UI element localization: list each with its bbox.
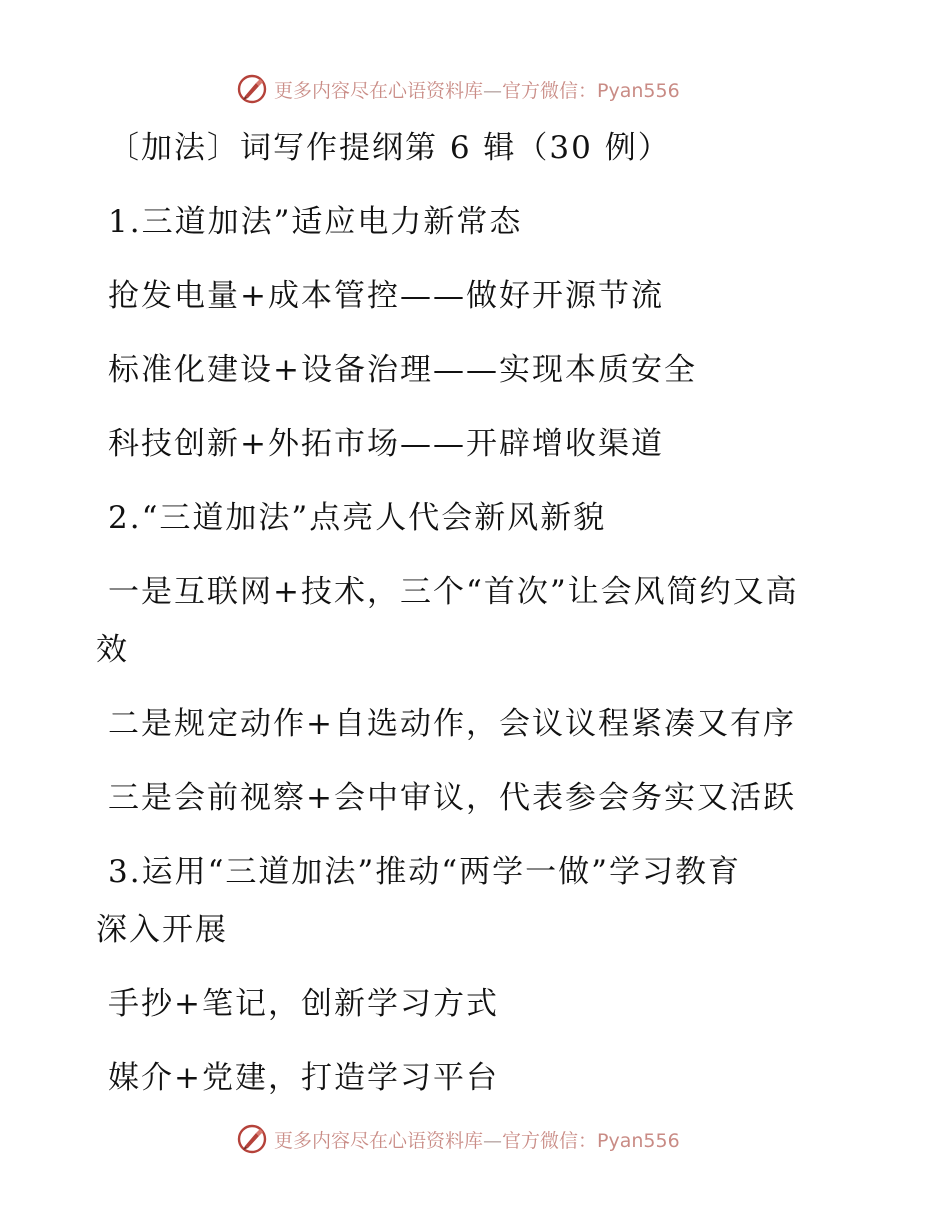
text-line: 抢发电量+成本管控——做好开源节流: [108, 278, 664, 314]
text-line: 手抄+笔记，创新学习方式: [108, 986, 499, 1022]
text-line: 三是会前视察+会中审议，代表参会务实又活跃: [108, 780, 796, 816]
text-line-continuation: 效: [96, 632, 129, 668]
heading-1: 1.三道加法”适应电力新常态: [108, 204, 523, 240]
text-line: 二是规定动作+自选动作，会议议程紧凑又有序: [108, 706, 796, 742]
document-title: 〔加法〕词写作提纲第 6 辑（30 例）: [108, 130, 671, 166]
heading-2: 2.“三道加法”点亮人代会新风新貌: [108, 500, 607, 536]
header-watermark: [236, 72, 680, 106]
text-line: 标准化建设+设备治理——实现本质安全: [108, 352, 697, 388]
text-line: 媒介+党建，打造学习平台: [108, 1060, 499, 1096]
heading-3: 3.运用“三道加法”推动“两学一做”学习教育: [108, 854, 741, 890]
text-line-continuation: 深入开展: [96, 912, 228, 948]
text-line: 一是互联网+技术，三个“首次”让会风简约又高: [108, 574, 799, 610]
watermark-text: 更多内容尽在心语资料库—官方微信：Pyan556: [274, 1129, 680, 1152]
watermark-text: 更多内容尽在心语资料库—官方微信：Pyan556: [274, 79, 680, 102]
footer-watermark: [236, 1122, 680, 1156]
pen-seal-icon: [236, 1123, 268, 1155]
pen-seal-icon: [236, 73, 268, 105]
text-line: 科技创新+外拓市场——开辟增收渠道: [108, 426, 664, 462]
